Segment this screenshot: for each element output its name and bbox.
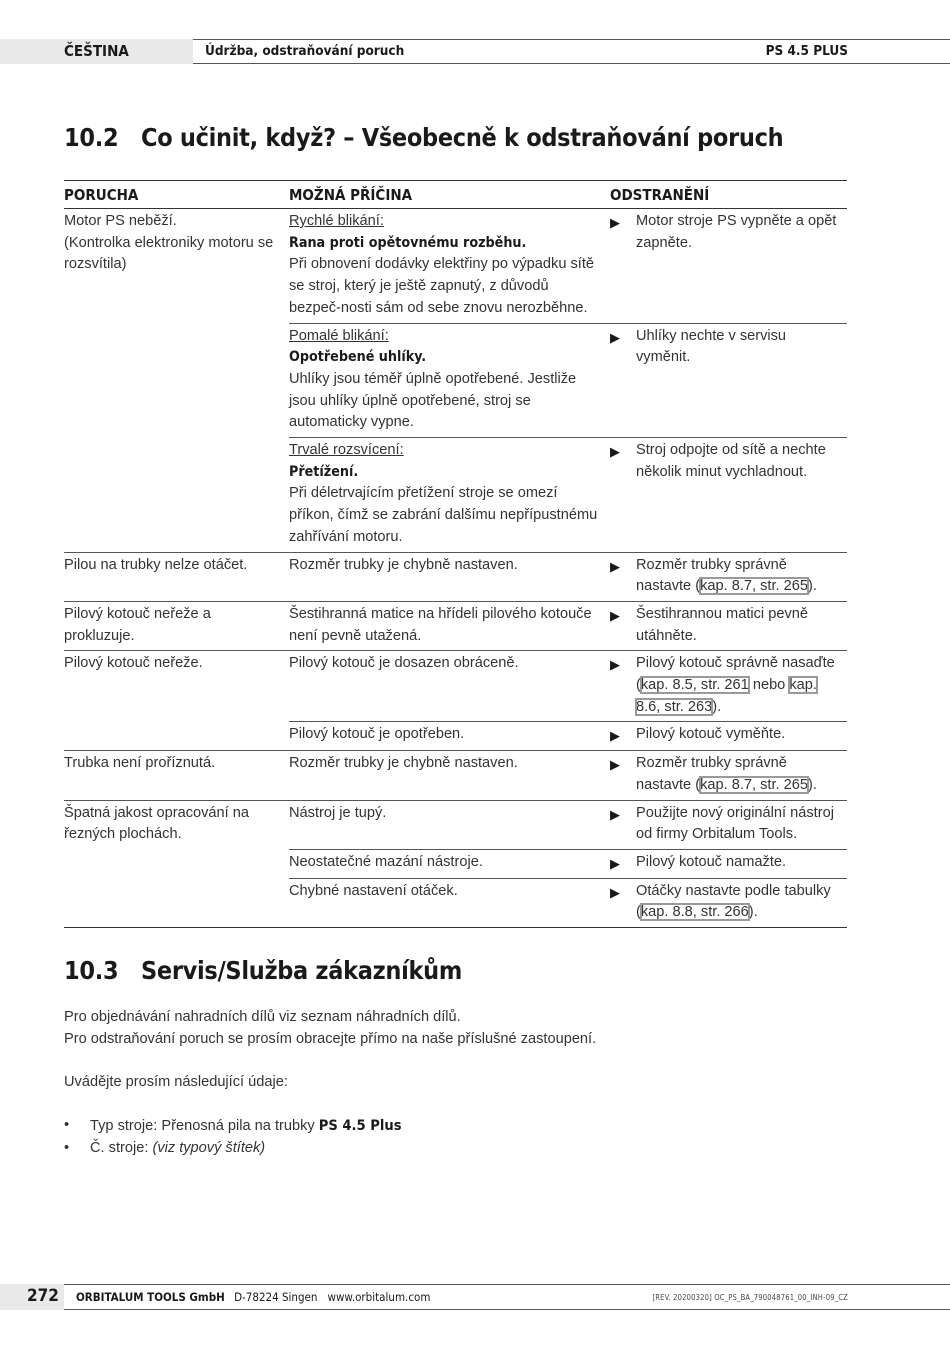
cause-label: Rychlé blikání:: [289, 213, 384, 229]
remedy-text: Pilový kotouč správně nasaďte (: [636, 655, 835, 694]
company-website[interactable]: www.orbitalum.com: [327, 1290, 431, 1304]
chapter-reference-link[interactable]: kap. 8.5, str. 261: [640, 677, 749, 694]
remedy-text: Pilový kotouč namažte.: [636, 853, 787, 870]
remedy-text: Otáčky nastavte podle tabulky (: [636, 882, 831, 921]
table-row: [64, 751, 847, 800]
fault-cell: Pilový kotouč neřeže a prokluzuje.: [64, 601, 289, 650]
service-paragraph: [64, 1007, 596, 1050]
cause-text: Při déletrvajícím přetížení stroje se omezí příkon, čímž se zabrání dalšímu nepřípustnému zahřívání motoru.: [289, 485, 598, 545]
cause-text: Uhlíky jsou téměř úplně opotřebené. Jestliže jsou uhlíky úplně opotřebené, stroj se automaticky vypne.: [289, 370, 577, 431]
company-name: ORBITALUM TOOLS GmbH: [76, 1290, 225, 1304]
cause-label: Trvalé rozsvícení:: [289, 442, 404, 459]
section-title: Co učinit, když? – Všeobecně k odstraňování poruch: [141, 123, 784, 152]
chapter-reference-link-2[interactable]: kap. 8.6, str. 263: [636, 677, 817, 715]
footer-page-tab: [0, 1284, 64, 1310]
cause-cell: Šestihranná matice na hřídeli pilového kotouče není pevně utažená.: [289, 601, 610, 650]
section-number: 10.3: [64, 956, 119, 985]
cause-cell: Chybné nastavení otáček.: [289, 878, 610, 927]
cause-text: Při obnovení dodávky elektřiny po výpadku sítě se stroj, který je ještě zapnutý, z důvodů bezpeč-nosti sám od sebe znovu nerozběhne.: [289, 256, 595, 316]
company-address: D-78224 Singen: [234, 1290, 318, 1304]
chapter-reference-link[interactable]: kap. 8.8, str. 266: [640, 904, 749, 921]
troubleshooting-table: [64, 180, 847, 928]
arrow-right-icon: ▶: [610, 444, 620, 460]
remedy-text-end: ).: [712, 698, 722, 715]
info-request-text: Uvádějte prosím následující údaje:: [64, 1074, 288, 1090]
table-row: [64, 438, 847, 553]
footer-company-info: [76, 1290, 430, 1304]
arrow-right-icon: ▶: [610, 757, 620, 773]
cause-cell: Pilový kotouč je opotřeben.: [289, 722, 610, 751]
remedy-text-end: ).: [808, 578, 817, 595]
remedy-text-end: ).: [748, 904, 758, 921]
cause-label: Pomalé blikání:: [289, 327, 389, 344]
table-row: [64, 552, 847, 601]
cause-bold: Přetížení.: [289, 463, 359, 480]
header-language-tab: [0, 39, 193, 64]
list-item-text: Typ stroje: Přenosná pila na trubky: [90, 1118, 319, 1134]
revision-code: [REV. 20200320] OC_PS_BA_790048761_00_INH-09_CZ: [652, 1293, 848, 1302]
chapter-reference-link[interactable]: kap. 8.7, str. 265: [700, 578, 808, 595]
remedy-cell: [610, 651, 847, 722]
remedy-text-end: ).: [808, 776, 817, 793]
table-row: [64, 722, 847, 751]
table-row: [64, 800, 847, 849]
cause-bold: Opotřebené uhlíky.: [289, 349, 427, 366]
table-row: [64, 323, 847, 438]
cause-cell: [289, 209, 610, 324]
remedy-text: Rozměr trubky správně nastavte (: [636, 755, 787, 793]
fault-cell: Trubka není proříznutá.: [64, 751, 289, 800]
arrow-right-icon: ▶: [610, 607, 620, 623]
arrow-right-icon: ▶: [610, 215, 620, 230]
section-number: 10.2: [64, 123, 119, 152]
header-bar: [193, 39, 950, 64]
arrow-right-icon: ▶: [610, 728, 620, 744]
cause-bold: Rana proti opětovnému rozběhu.: [289, 234, 527, 251]
header-language: ČEŠTINA: [64, 42, 129, 60]
bullet-icon: •: [64, 1117, 70, 1133]
fault-cell: Pilový kotouč neřeže.: [64, 651, 289, 722]
arrow-right-icon: ▶: [610, 855, 620, 871]
arrow-right-icon: ▶: [610, 806, 620, 822]
remedy-text: Motor stroje PS vypněte a opět zapněte.: [636, 213, 837, 251]
paragraph-line: Pro objednávání nahradních dílů viz seznam náhradních dílů.: [64, 1009, 461, 1025]
remedy-cell: [610, 878, 847, 927]
cause-cell: Nástroj je tupý.: [289, 800, 610, 849]
chapter-reference-link[interactable]: kap. 8.7, str. 265: [700, 776, 808, 793]
remedy-cell: [610, 751, 847, 800]
remedy-text: Stroj odpojte od sítě a nechte několik minut vychladnout.: [636, 442, 826, 480]
remedy-text: Rozměr trubky správně nastavte (: [636, 556, 787, 595]
list-item-bold: PS 4.5 Plus: [318, 1117, 402, 1134]
page-number: 272: [27, 1286, 59, 1306]
remedy-cell: [610, 323, 847, 438]
fault-cell: [64, 722, 289, 751]
col-header-remedy: ODSTRANĚNÍ: [610, 181, 847, 209]
list-item-italic: (viz typový štítek): [152, 1139, 266, 1156]
header-section-title: Údržba, odstraňování poruch: [205, 43, 405, 59]
arrow-right-icon: ▶: [610, 657, 620, 673]
col-header-cause: MOŽNÁ PŘÍČINA: [289, 181, 610, 209]
fault-cell: Špatná jakost opracování na řezných plochách.: [64, 800, 289, 849]
fault-cell: Motor PS neběží. (Kontrolka elektroniky motoru se rozsvítila): [64, 213, 274, 273]
cause-cell: Pilový kotouč je dosazen obráceně.: [289, 651, 610, 722]
list-item: [64, 1115, 402, 1138]
col-header-fault: PORUCHA: [64, 181, 289, 209]
remedy-cell: [610, 438, 847, 553]
fault-cell: [64, 849, 289, 878]
table-header-row: [64, 181, 847, 209]
remedy-cell: [610, 601, 847, 650]
table-row: [64, 209, 847, 324]
cause-cell: Rozměr trubky je chybně nastaven.: [289, 552, 610, 601]
paragraph-line: Pro odstraňování poruch se prosím obracejte přímo na naše příslušné zastoupení.: [64, 1030, 597, 1047]
arrow-right-icon: ▶: [610, 329, 620, 345]
cause-cell: Rozměr trubky je chybně nastaven.: [289, 751, 610, 800]
info-list: [64, 1115, 402, 1159]
section-heading-10-2: [64, 123, 783, 152]
remedy-cell: [610, 800, 847, 849]
section-heading-10-3: [64, 956, 462, 985]
cause-cell: [289, 438, 610, 553]
fault-cell: [64, 438, 289, 553]
remedy-text: Uhlíky nechte v servisu vyměnit.: [636, 327, 787, 366]
fault-cell: Pilou na trubky nelze otáčet.: [64, 552, 289, 601]
remedy-cell: [610, 209, 847, 324]
fault-cell: [64, 323, 289, 438]
bullet-icon: •: [64, 1139, 70, 1156]
table-row: [64, 849, 847, 878]
remedy-text: Použijte nový originální nástroj od firmy Orbitalum Tools.: [636, 804, 834, 843]
table-row: [64, 878, 847, 927]
header-model: PS 4.5 PLUS: [765, 43, 848, 59]
list-item: [64, 1138, 402, 1160]
remedy-text: Šestihrannou matici pevně utáhněte.: [636, 605, 808, 644]
arrow-right-icon: ▶: [610, 884, 620, 900]
arrow-right-icon: ▶: [610, 558, 620, 574]
fault-cell: [64, 878, 289, 927]
remedy-cell: [610, 552, 847, 601]
footer-bar: [64, 1284, 950, 1310]
cause-cell: [289, 323, 610, 438]
table-row: [64, 651, 847, 722]
list-item-text: Č. stroje:: [90, 1139, 153, 1156]
cause-cell: Neostatečné mazání nástroje.: [289, 849, 610, 878]
table-row: [64, 601, 847, 650]
remedy-cell: [610, 722, 847, 751]
remedy-text-mid: nebo: [748, 677, 790, 694]
remedy-text: Pilový kotouč vyměňte.: [636, 726, 786, 743]
section-title: Servis/Služba zákazníkům: [141, 956, 463, 985]
remedy-cell: [610, 849, 847, 878]
